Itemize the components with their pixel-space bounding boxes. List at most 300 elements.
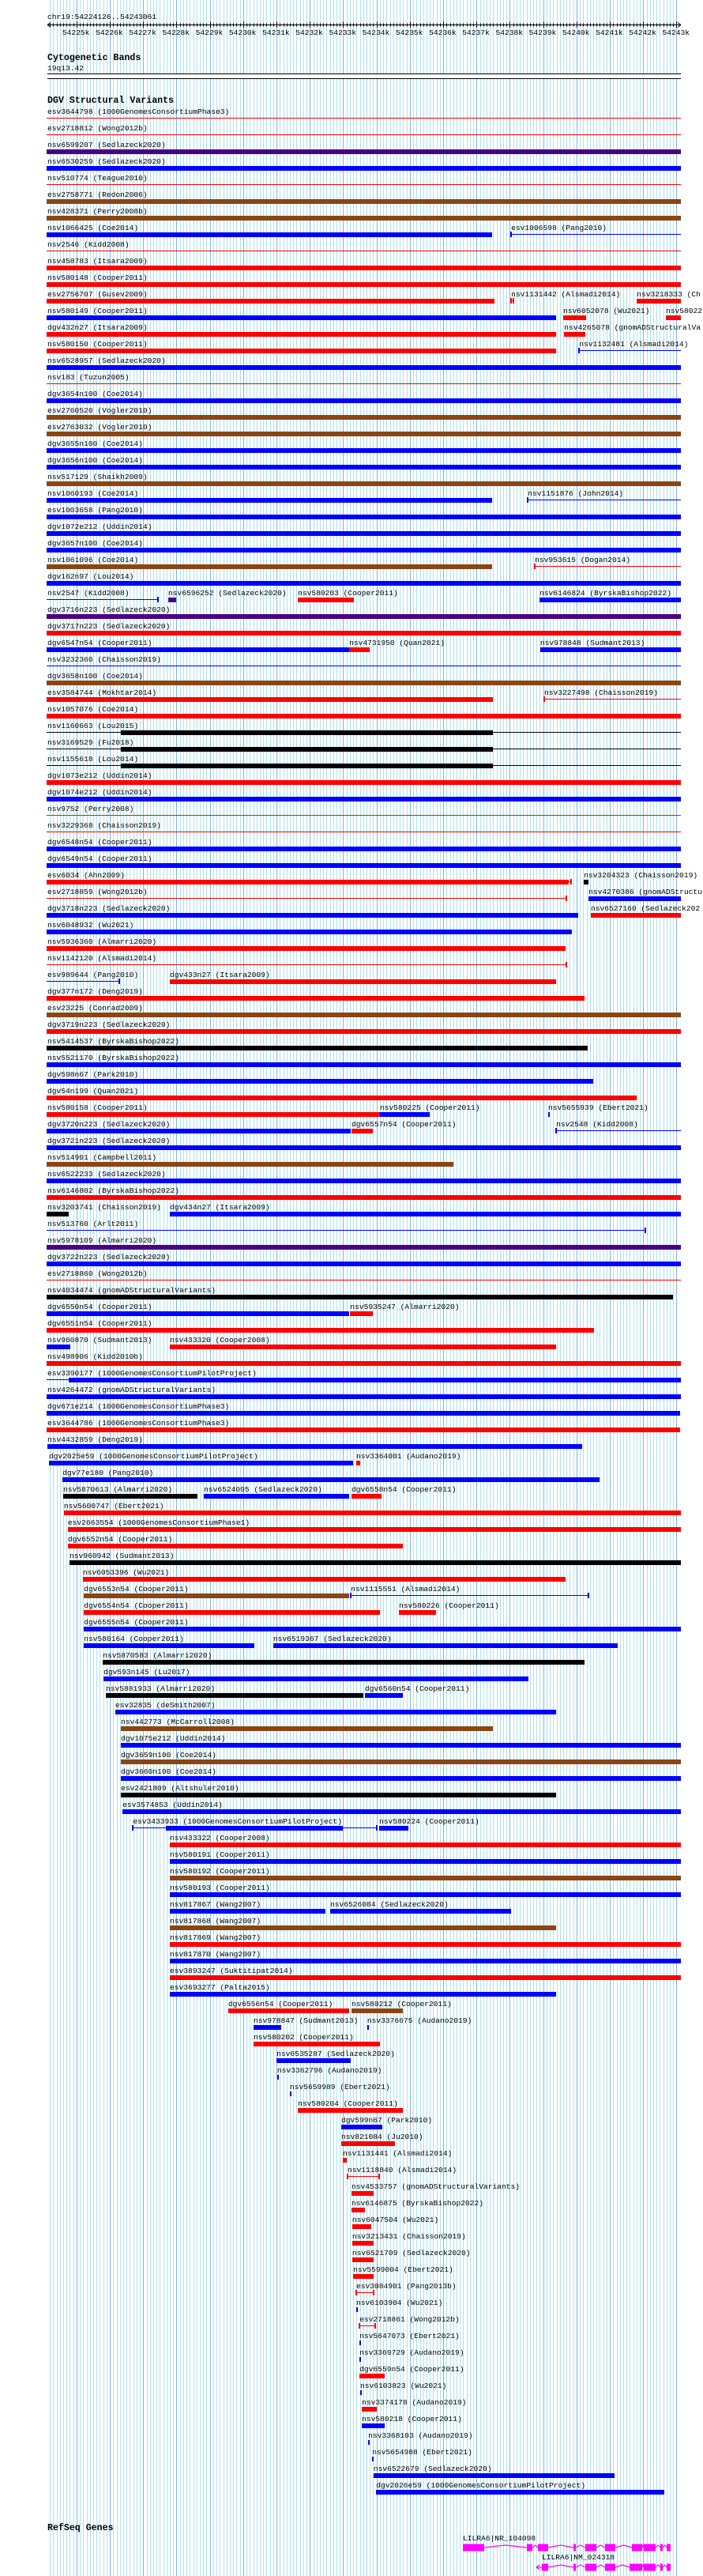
variant-label: nsv3376675 (Audano2019): [367, 2016, 472, 2025]
variant-line: [47, 184, 681, 185]
variant-bar: [47, 515, 681, 519]
variant-end-tick: [378, 2174, 380, 2179]
variant-label: nsv9752 (Perry2008): [47, 804, 134, 813]
variant-label: esv2718812 (Wong2012b): [47, 123, 148, 133]
variant-bar: [47, 315, 556, 320]
ruler-tick-label: 54235k: [395, 28, 423, 37]
variant-label: esv3390177 (1000GenomesConsortiumPilotProject): [47, 1368, 257, 1378]
variant-label: dgv1072e212 (Uddin2014): [47, 522, 152, 531]
variant-bar: [84, 1593, 349, 1598]
variant-label: nsv3203741 (Chaisson2019): [47, 1202, 161, 1212]
variant-label: nsv428371 (Perry2008b): [47, 206, 148, 216]
variant-bar: [121, 1726, 493, 1731]
variant-line: [47, 964, 566, 965]
variant-label: nsv5936360 (Almarri2020): [47, 937, 157, 946]
variant-label: nsv3213431 (Chaisson2019): [352, 2231, 466, 2241]
variant-line: [348, 2176, 379, 2177]
variant-label: dgv77e180 (Pang2010): [62, 1468, 154, 1477]
variant-end-tick: [527, 497, 528, 503]
variant-label: dgv6549n54 (Cooper2011): [47, 854, 152, 863]
variant-bar: [588, 896, 681, 901]
variant-label: nsv580218 (Cooper2011): [362, 2414, 462, 2423]
variant-label: dgv3656n100 (Coe2014): [47, 455, 143, 465]
variant-label: nsv1057076 (Coe2014): [47, 704, 139, 714]
variant-bar: [376, 2490, 664, 2495]
variant-bar: [360, 2390, 362, 2395]
variant-bar: [121, 730, 493, 735]
variant-label: dgv3720n223 (Sedlazeck2020): [47, 1119, 171, 1129]
variant-bar: [121, 1743, 681, 1748]
variant-label: nsv4432859 (Deng2019): [47, 1435, 143, 1444]
variant-label: nsv3362796 (Audano2019): [276, 2065, 382, 2075]
variant-label: nsv6524095 (Sedlazeck2020): [204, 1484, 322, 1494]
variant-bar: [47, 282, 681, 287]
variant-bar: [47, 1411, 680, 1416]
variant-bar: [374, 2473, 615, 2478]
variant-label: dgv433n27 (Itsara2009): [170, 970, 270, 979]
variant-label: esv3574853 (Uddin2014): [122, 1800, 223, 1809]
variant-label: nsv3169529 (Fu2018): [47, 737, 134, 747]
variant-label: dgv6548n54 (Cooper2011): [47, 837, 152, 847]
variant-label: nsv580149 (Cooper2011): [47, 306, 148, 315]
variant-label: dgv1075e212 (Uddin2014): [121, 1733, 226, 1743]
variant-label: esv6034 (Ahn2009): [47, 870, 125, 880]
variant-end-tick: [350, 1593, 352, 1598]
variant-bar: [352, 2224, 371, 2229]
variant-label: nsv5870583 (Almarri2020): [103, 1650, 212, 1660]
variant-bar: [47, 216, 681, 221]
variant-label: nsv6103904 (Wu2021): [355, 2298, 443, 2307]
variant-label: nsv3204323 (Chaisson2019): [584, 870, 698, 880]
variant-bar: [121, 1759, 681, 1764]
variant-bar: [254, 2025, 281, 2030]
variant-label: dgv6552n54 (Cooper2011): [67, 1534, 173, 1544]
variant-label: nsv960942 (Sudmant2013): [70, 1551, 175, 1560]
variant-bar: [277, 2075, 279, 2080]
variant-label: esv2663554 (1000GenomesConsortiumPhase1): [67, 1518, 250, 1527]
variant-label: nsv580191 (Cooper2011): [170, 1850, 270, 1859]
variant-bar: [47, 432, 681, 436]
variant-bar: [47, 481, 681, 486]
variant-end-tick: [645, 1228, 646, 1233]
variant-label: nsv4034474 (gnomADStructuralVariants): [47, 1285, 216, 1295]
variant-label: nsv580150 (Cooper2011): [47, 339, 148, 349]
variant-label: nsv1131441 (Alsmadi2014): [343, 2148, 453, 2158]
variant-bar: [68, 1527, 681, 1532]
variant-label: dgv2026e59 (1000GenomesConsortiumPilotProject): [376, 2480, 586, 2490]
ruler-tick-label: 54232k: [295, 28, 323, 37]
variant-label: nsv6052078 (Wu2021): [563, 306, 650, 315]
variant-bar: [290, 2091, 291, 2096]
variant-bar: [49, 1461, 353, 1465]
variant-label: nsv183 (Tuzun2005): [47, 372, 130, 382]
variant-line: [47, 118, 681, 119]
variant-label: dgv6555n54 (Cooper2011): [84, 1617, 189, 1627]
variant-bar: [368, 2440, 370, 2445]
variant-label: esv3433933 (1000GenomesConsortiumPilotProject): [133, 1816, 343, 1826]
variant-bar: [352, 2191, 374, 2196]
variant-bar: [170, 1909, 325, 1914]
variant-label: nsv6528957 (Sedlazeck2020): [47, 356, 166, 365]
variant-label: dgv6554n54 (Cooper2011): [84, 1601, 189, 1610]
variant-bar: [47, 1245, 681, 1250]
variant-label: nsv1151876 (John2014): [528, 488, 624, 498]
variant-bar: [359, 2374, 385, 2378]
variant-label: nsv6596252 (Sedlazeck2020): [167, 588, 287, 598]
variant-bar: [591, 913, 681, 918]
variant-label: esv3693277 (Palta2015): [170, 1982, 270, 1992]
variant-label: nsv442773 (McCarroll2008): [121, 1717, 235, 1726]
ruler-tick-label: 54234k: [362, 28, 390, 37]
variant-bar: [170, 1842, 681, 1847]
variant-end-tick: [118, 979, 120, 984]
variant-label: nsv1155618 (Lou2014): [47, 754, 139, 764]
variant-label: esv989644 (Pang2010): [47, 970, 139, 979]
variant-end-tick: [132, 1825, 133, 1831]
variant-label: esv3644798 (1000GenomesConsortiumPhase3): [47, 107, 230, 116]
variant-label: dgv3719n223 (Sedlazeck2020): [47, 1020, 171, 1029]
variant-bar: [356, 1461, 360, 1465]
variant-bar: [47, 1295, 673, 1299]
variant-bar: [121, 1793, 556, 1797]
variant-label: dgv6556n54 (Cooper2011): [227, 1999, 333, 2008]
variant-label: esv2718860 (Wong2012b): [47, 1269, 148, 1278]
variant-line: [359, 2325, 375, 2326]
variant-bar: [47, 714, 681, 718]
variant-line: [47, 898, 566, 899]
variant-bar: [47, 581, 681, 586]
variant-end-tick: [566, 896, 567, 901]
variant-label: nsv6522679 (Sedlazeck2020): [373, 2464, 492, 2473]
variant-label: nsv1118840 (Alsmadi2014): [347, 2165, 457, 2174]
variant-bar: [47, 498, 492, 503]
variant-bar: [47, 1345, 70, 1349]
variant-bar: [47, 946, 566, 951]
variant-bar: [84, 1627, 681, 1631]
variant-bar: [666, 315, 681, 320]
ruler-tick-label: 54243k: [662, 28, 690, 37]
variant-label: nsv3364001 (Audano2019): [355, 1451, 461, 1461]
variant-bar: [349, 647, 370, 652]
variant-label: dgv3655n100 (Coe2014): [47, 439, 143, 448]
variant-bar: [352, 1494, 382, 1499]
variant-label: dgv6560n54 (Cooper2011): [364, 1684, 470, 1693]
variant-label: dgv54n199 (Quan2021): [47, 1086, 139, 1096]
variant-bar: [47, 1062, 681, 1067]
variant-label: nsv513760 (Arlt2011): [47, 1219, 139, 1228]
variant-label: nsv5599004 (Ebert2021): [353, 2265, 453, 2274]
ruler-tick-label: 54228k: [162, 28, 190, 37]
gene-label: LILRA6|NR_104098: [463, 2534, 536, 2543]
variant-label: dgv6553n54 (Cooper2011): [84, 1584, 189, 1593]
variant-end-tick: [355, 2290, 357, 2295]
variant-label: esv1003658 (Pang2010): [47, 505, 143, 515]
cytoband-bar[interactable]: [47, 74, 681, 79]
variant-bar: [69, 1378, 681, 1382]
variant-label: nsv4265078 (gnomADStructuralVa: [564, 322, 701, 332]
variant-bar: [47, 1179, 681, 1183]
variant-bar: [121, 764, 493, 768]
variant-bar: [63, 1494, 197, 1499]
variant-bar: [353, 2274, 374, 2279]
variant-bar: [106, 1693, 363, 1698]
variant-end-tick: [534, 564, 536, 569]
variant-bar: [47, 930, 572, 934]
variant-label: nsv817869 (Wang2007): [170, 1933, 261, 1942]
variant-label: nsv4533757 (gnomADStructuralVariants): [352, 2182, 521, 2191]
variant-label: nsv953615 (Dogan2014): [535, 555, 631, 564]
variant-bar: [352, 1129, 373, 1133]
variant-line: [47, 383, 681, 384]
variant-label: esv2718859 (Wong2012b): [47, 887, 148, 896]
variant-bar: [276, 2058, 351, 2063]
variant-label: esv3893247 (Suktitipat2014): [170, 1966, 293, 1975]
variant-bar: [47, 398, 681, 403]
variant-bar: [170, 1942, 681, 1947]
ruler-tick-label: 54242k: [629, 28, 656, 37]
variant-bar: [563, 315, 586, 320]
variant-bar: [47, 1029, 681, 1034]
variant-bar: [70, 1560, 681, 1565]
variant-bar: [47, 847, 681, 851]
variant-bar: [359, 2340, 361, 2345]
variant-label: nsv3232360 (Chaisson2019): [47, 654, 161, 664]
variant-bar: [47, 531, 681, 536]
variant-end-tick: [543, 696, 545, 702]
variant-label: dgv1073e212 (Uddin2014): [47, 771, 152, 780]
variant-end-tick: [373, 2290, 374, 2295]
variant-label: nsv458783 (Itsara2009): [47, 256, 148, 266]
variant-label: nsv433322 (Cooper2008): [170, 1833, 270, 1842]
variant-label: nsv580193 (Cooper2011): [170, 1883, 270, 1892]
variant-label: dgv2025e59 (1000GenomesConsortiumPilotProject): [48, 1451, 258, 1461]
variant-bar: [47, 780, 681, 785]
variant-label: nsv6526084 (Sedlazeck2020): [330, 1899, 449, 1909]
dgv-track-title: DGV Structural Variants: [47, 96, 175, 106]
variant-bar: [170, 1859, 681, 1864]
variant-bar: [170, 1975, 681, 1980]
variant-bar: [47, 681, 681, 685]
variant-label: esv3584744 (Mokhtar2014): [47, 688, 157, 697]
variant-line: [47, 599, 158, 600]
variant-bar: [103, 1660, 585, 1665]
variant-label: nsv1061096 (Coe2014): [47, 555, 139, 564]
variant-label: nsv4731950 (Quan2021): [349, 638, 445, 647]
variant-label: nsv5870613 (Almarri2020): [63, 1484, 173, 1494]
variant-label: nsv580148 (Cooper2011): [47, 273, 148, 282]
variant-label: nsv5978109 (Almarri2020): [47, 1235, 157, 1245]
variant-label: nsv3227498 (Chaisson2019): [543, 688, 658, 697]
variant-bar: [254, 2042, 380, 2046]
variant-label: dgv598n67 (Park2010): [47, 1069, 139, 1079]
variant-label: dgv3660n100 (Coe2014): [121, 1767, 216, 1776]
variant-bar: [539, 598, 681, 602]
variant-bar: [170, 1892, 681, 1897]
variant-bar: [47, 465, 681, 470]
variant-label: nsv510774 (Teague2010): [47, 173, 148, 183]
cytoband-track-title: Cytogenetic Bands: [47, 53, 141, 63]
variant-bar: [170, 1992, 556, 1997]
variant-bar: [47, 266, 681, 270]
refseq-track-title: RefSeq Genes: [47, 2523, 114, 2533]
variant-bar: [47, 365, 681, 370]
variant-bar: [352, 2241, 374, 2246]
variant-label: dgv6559n54 (Cooper2011): [359, 2364, 464, 2374]
variant-bar: [330, 1909, 511, 1914]
variant-label: nsv580192 (Cooper2011): [170, 1866, 270, 1876]
location-label: chr19:54224126..54243061: [47, 13, 157, 21]
variant-bar: [47, 797, 681, 801]
variant-bar: [115, 1710, 556, 1714]
variant-bar: [356, 2307, 358, 2312]
variant-bar: [47, 1046, 588, 1050]
variant-bar: [47, 564, 492, 569]
variant-bar: [341, 2141, 395, 2146]
variant-label: nsv58022: [665, 306, 703, 315]
variant-bar: [47, 614, 681, 619]
variant-label: nsv6047504 (Wu2021): [352, 2215, 439, 2224]
variant-line: [544, 699, 681, 700]
variant-line: [535, 566, 681, 567]
variant-bar: [62, 1477, 600, 1482]
variant-label: nsv433320 (Cooper2008): [170, 1335, 270, 1345]
variant-label: nsv580202 (Cooper2011): [253, 2032, 354, 2042]
variant-label: dgv6547n54 (Cooper2011): [47, 638, 152, 647]
variant-label: nsv1131442 (Alsmadi2014): [511, 289, 621, 299]
variant-label: nsv498906 (Kidd2010b): [47, 1352, 143, 1361]
variant-bar: [47, 913, 578, 918]
variant-bar: [47, 1394, 681, 1399]
variant-bar: [362, 2407, 377, 2412]
variant-bar: [47, 1013, 681, 1017]
variant-end-tick: [359, 2323, 360, 2329]
variant-bar: [350, 1311, 373, 1316]
variant-label: nsv5521170 (ByrskaBishop2022): [47, 1053, 179, 1062]
variant-end-tick: [374, 2323, 376, 2329]
variant-bar: [121, 747, 493, 752]
variant-line: [556, 1130, 681, 1131]
variant-bar: [367, 2025, 369, 2030]
variant-label: nsv580224 (Cooper2011): [379, 1816, 479, 1826]
variant-bar: [365, 1693, 403, 1698]
variant-bar: [47, 1428, 680, 1432]
variant-bar: [548, 1112, 550, 1117]
ruler-tick-label: 54226k: [96, 28, 123, 37]
variant-bar: [170, 979, 556, 984]
variant-bar: [170, 1212, 681, 1216]
variant-bar: [47, 1311, 349, 1316]
variant-label: dgv6558n54 (Cooper2011): [352, 1484, 457, 1494]
variant-bar: [47, 647, 349, 652]
variant-label: nsv5659989 (Ebert2021): [289, 2082, 390, 2091]
variant-bar: [298, 598, 354, 602]
variant-bar: [47, 996, 585, 1001]
variant-label: dgv6551n54 (Cooper2011): [47, 1318, 152, 1328]
variant-label: nsv2546 (Kidd2008): [47, 239, 130, 249]
variant-bar: [47, 1112, 380, 1117]
variant-label: esv2421809 (Altshuler2010): [121, 1783, 239, 1793]
variant-label: nsv6146824 (ByrskaBishop2022): [539, 588, 671, 598]
variant-label: nsv580226 (Cooper2011): [398, 1601, 499, 1610]
variant-label: nsv1132481 (Alsmadi2014): [579, 339, 689, 349]
variant-bar: [47, 631, 681, 636]
variant-bar: [83, 1577, 566, 1582]
variant-label: dgv3716n223 (Sedlazeck2020): [47, 605, 171, 614]
variant-bar: [341, 2125, 382, 2129]
variant-bar: [47, 1444, 582, 1449]
ruler-tick-label: 54225k: [62, 28, 90, 37]
variant-label: nsv5935247 (Almarri2020): [350, 1302, 460, 1311]
variant-label: nsv3368103 (Audano2019): [368, 2431, 473, 2440]
variant-label: nsv2548 (Kidd2008): [556, 1119, 638, 1129]
variant-bar: [352, 2208, 365, 2212]
variant-bar: [170, 1345, 556, 1349]
variant-bar: [47, 1145, 681, 1150]
variant-bar: [47, 1212, 69, 1216]
variant-bar: [47, 1262, 681, 1266]
variant-end-tick: [555, 1128, 557, 1133]
variant-line: [351, 1595, 588, 1596]
variant-bar: [204, 1494, 349, 1499]
variant-label: nsv4264472 (gnomADStructuralVariants): [47, 1385, 216, 1394]
variant-label: nsv817870 (Wang2007): [170, 1949, 261, 1959]
variant-bar: [372, 2457, 374, 2461]
variant-bar: [47, 1195, 681, 1200]
variant-label: dgv593n145 (Lu2017): [103, 1667, 190, 1676]
ruler-tick-label: 54236k: [429, 28, 457, 37]
variant-label: nsv1142120 (Alsmadi2014): [47, 953, 157, 963]
variant-label: nsv5654988 (Ebert2021): [372, 2447, 472, 2457]
variant-bar: [170, 1959, 681, 1963]
variant-bar: [47, 199, 681, 204]
variant-label: nsv6146875 (ByrskaBishop2022): [352, 2198, 483, 2208]
variant-line: [47, 815, 681, 816]
ruler-tick-label: 54239k: [528, 28, 557, 37]
variant-label: nsv3218333 (Ch: [637, 289, 701, 299]
variant-label: nsv821084 (Ju2010): [340, 2132, 423, 2141]
variant-bar: [352, 2008, 403, 2013]
gene-label: LILRA6|NM_024318: [542, 2553, 615, 2562]
variant-bar: [399, 1610, 436, 1615]
variant-label: dgv599n67 (Park2010): [340, 2115, 433, 2125]
ruler-tick-label: 54231k: [262, 28, 290, 37]
variant-label: nsv580212 (Cooper2011): [352, 1999, 452, 2008]
variant-label: dgv6550n54 (Cooper2011): [47, 1302, 152, 1311]
variant-label: nsv1060193 (Coe2014): [47, 488, 139, 498]
variant-label: dgv3721n223 (Sedlazeck2020): [47, 1136, 171, 1145]
variant-label: nsv580164 (Cooper2011): [84, 1634, 184, 1643]
variant-label: esv2763032 (Vogler2010): [47, 422, 152, 432]
variant-bar: [84, 1643, 254, 1648]
variant-line: [579, 350, 681, 351]
variant-label: nsv4270386 (gnomADStructu: [588, 887, 702, 896]
variant-label: nsv1160663 (Lou2015): [47, 721, 139, 730]
variant-label: dgv6557n54 (Cooper2011): [352, 1119, 457, 1129]
ruler-tick-label: 54227k: [129, 28, 156, 37]
variant-line: [356, 2292, 374, 2293]
variant-bar: [122, 1809, 681, 1814]
variant-end-tick: [513, 298, 514, 304]
variant-label: esv2758771 (Redon2006): [47, 190, 148, 199]
variant-label: nsv1066425 (Coe2014): [47, 223, 139, 232]
variant-label: nsv580204 (Cooper2011): [298, 2099, 398, 2108]
variant-label: nsv5414537 (ByrskaBishop2022): [47, 1036, 179, 1046]
ruler-tick-label: 54233k: [329, 28, 357, 37]
variant-bar: [47, 448, 681, 453]
variant-label: nsv6599207 (Sedlazeck2020): [47, 140, 166, 149]
variant-label: dgv432n27 (Itsara2009): [47, 322, 148, 332]
variant-label: esv3084901 (Pang2013b): [355, 2281, 457, 2291]
